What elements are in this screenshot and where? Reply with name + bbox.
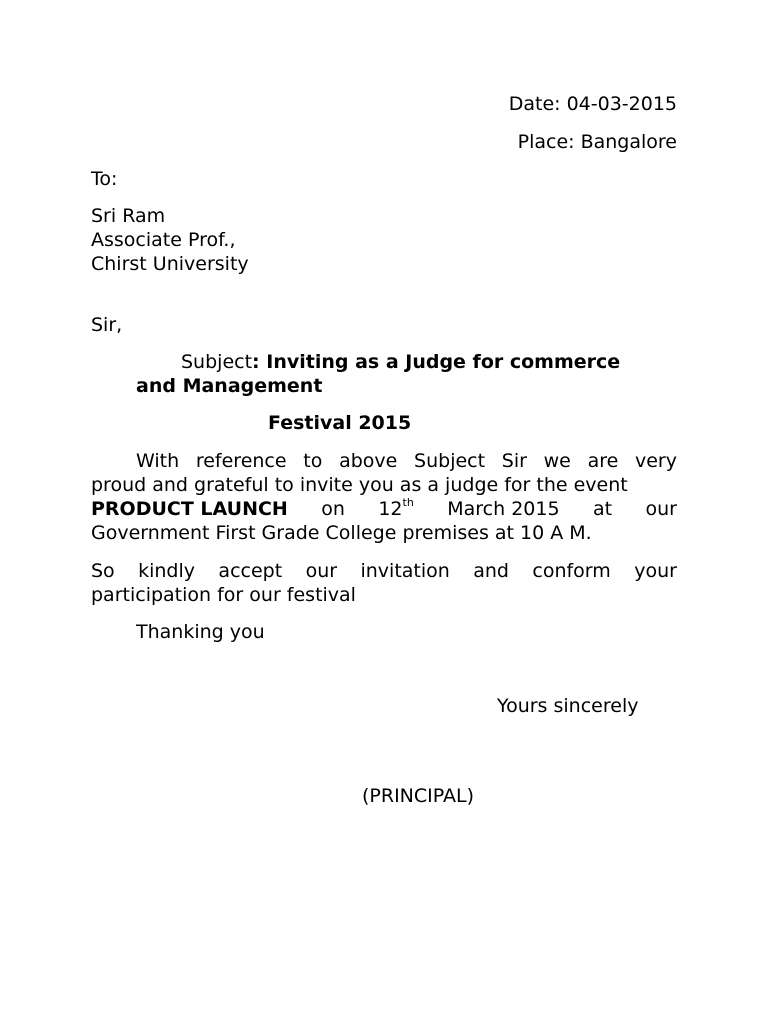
- paragraph1-line1-word: we: [543, 450, 571, 472]
- paragraph2-line1-word: conform: [532, 560, 611, 582]
- paragraph1-line2-text: proud and grateful to invite you as a judge for the event: [91, 474, 628, 496]
- paragraph2-line1-word: accept: [218, 560, 283, 582]
- subject-text-2: and Management: [136, 375, 323, 397]
- event-name: PRODUCT LAUNCH: [91, 498, 288, 520]
- to-label: To:: [91, 168, 118, 190]
- subject-line-3: [268, 411, 411, 435]
- letter-place: Place: Bangalore: [517, 131, 677, 153]
- paragraph2-line2: participation for our festival: [91, 584, 356, 606]
- closing-line: Yours sincerely: [497, 695, 639, 717]
- thanks-line: Thanking you: [136, 621, 265, 643]
- paragraph1-line1-word: very: [635, 450, 677, 472]
- subject-line-1: [181, 350, 620, 374]
- subject-line-2: [136, 374, 322, 398]
- event-day: 12th: [378, 495, 414, 520]
- paragraph1-line1: [136, 449, 677, 473]
- paragraph1-line1-word: Sir: [501, 450, 527, 472]
- recipient-name: Sri Ram: [91, 205, 166, 227]
- subject-label: Subject: [181, 351, 253, 373]
- paragraph1-line3: [91, 497, 677, 521]
- word-on: on: [321, 498, 345, 520]
- paragraph1-line4: Government First Grade College premises at 10 A M.: [91, 522, 592, 544]
- paragraph2-line1-word: and: [473, 560, 509, 582]
- paragraph1-line1-word: reference: [195, 450, 287, 472]
- signatory: (PRINCIPAL): [362, 785, 474, 807]
- paragraph1-line1-word: Subject: [414, 450, 486, 472]
- paragraph2-line1-word: invitation: [360, 560, 450, 582]
- paragraph2-line1-word: kindly: [138, 560, 196, 582]
- paragraph2-line1: [91, 559, 677, 583]
- paragraph2-line1-word: your: [634, 560, 677, 582]
- paragraph1-line1-word: With: [136, 450, 180, 472]
- event-month-year: March 2015: [447, 498, 560, 520]
- letter-date: Date: 04-03-2015: [508, 93, 677, 115]
- subject-text-3: Festival 2015: [268, 412, 412, 434]
- paragraph1-line2: [91, 473, 677, 497]
- subject-text-1: : Inviting as a Judge for commerce: [252, 351, 621, 373]
- recipient-title: Associate Prof.,: [91, 229, 236, 251]
- paragraph1-line1-word: to: [303, 450, 323, 472]
- salutation: Sir,: [91, 314, 123, 336]
- word-our: our: [645, 498, 677, 520]
- word-at: at: [592, 498, 613, 520]
- recipient-institution: Chirst University: [91, 253, 249, 275]
- paragraph2-line1-word: So: [91, 560, 115, 582]
- paragraph1-line1-word: are: [587, 450, 619, 472]
- paragraph2-line1-word: our: [305, 560, 338, 582]
- paragraph1-line1-word: above: [339, 450, 398, 472]
